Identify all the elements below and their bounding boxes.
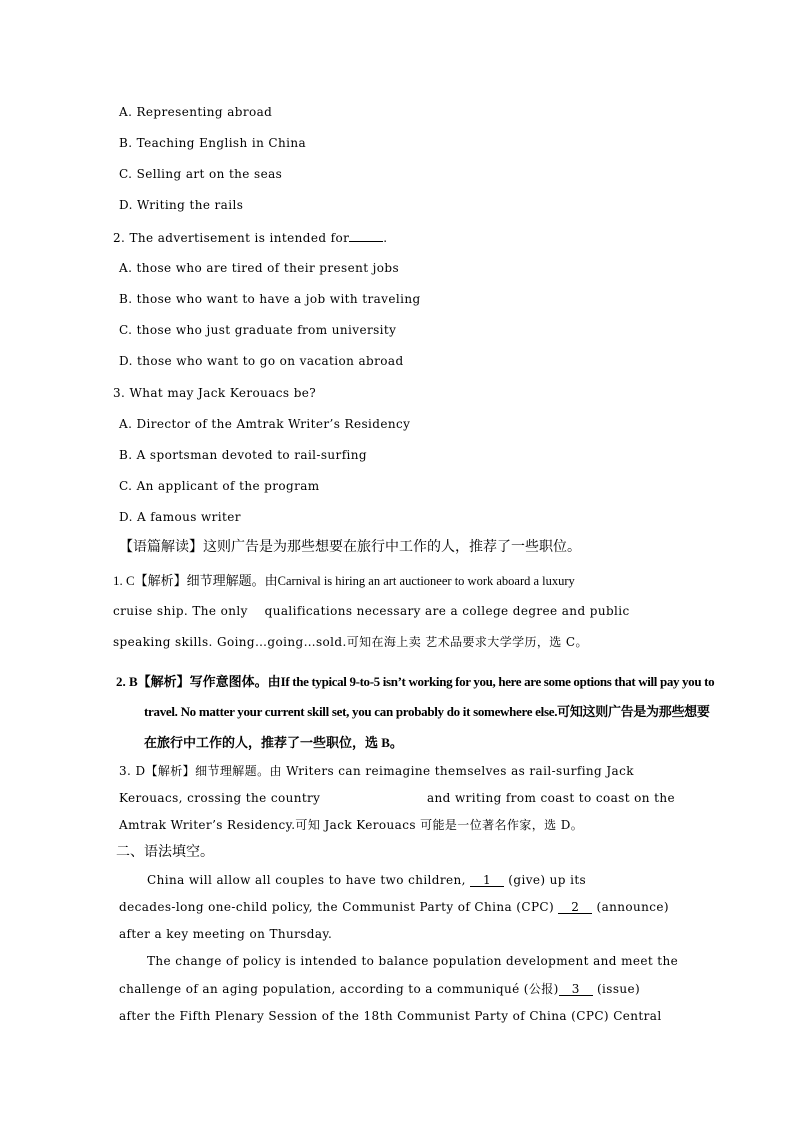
para1-line-1 — [147, 874, 586, 887]
q2-option-a: A. those who are tired of their present jobs — [119, 261, 400, 275]
answer-blank — [349, 231, 383, 242]
q3-option-a: A. Director of the Amtrak Writer’s Residency — [119, 417, 411, 431]
q3-option-c: C. An applicant of the program — [119, 479, 320, 493]
analysis-2-prefix: 2. B【解析】写作意图体。由 — [116, 674, 281, 689]
para1-line-2 — [119, 901, 669, 914]
analysis-2-quote: If the typical 9-to-5 isn’t working for you, here are some options that will pay you to — [280, 674, 715, 689]
para1-line-3: after a key meeting on Thursday. — [119, 927, 333, 941]
analysis-3-line-2b: and writing from coast to coast on the — [427, 791, 675, 805]
analysis-2-line-2: travel. No matter your current skill set, you can probably do it somewhere else.可知这则广告是为那些想要 — [144, 704, 710, 719]
para2-text-2: challenge of an aging population, according to a communiqué (公报) — [119, 982, 559, 996]
blank-3: 3 — [559, 983, 593, 996]
analysis-1-line-2: cruise ship. The only qualifications necessary are a college degree and public — [113, 604, 630, 618]
q2-stem — [113, 231, 387, 244]
analysis-1-prefix: 1. C【解析】细节理解题。由 — [113, 573, 278, 588]
para1-text: China will allow all couples to have two children, — [147, 873, 471, 887]
q1-option-d: D. Writing the rails — [119, 198, 244, 212]
blank-1: 1 — [470, 874, 504, 887]
para1-hint-2: (announce) — [592, 900, 669, 914]
analysis-1-line-3: speaking skills. Going…going…sold.可知在海上卖 艺术品要求大学学历，选 C。 — [113, 635, 588, 649]
q2-stem-text: 2. The advertisement is intended for — [113, 231, 350, 245]
para2-line-3: after the Fifth Plenary Session of the 18th Communist Party of China (CPC) Central — [119, 1009, 662, 1023]
analysis-2-line-3: 在旅行中工作的人，推荐了一些职位，选 B。 — [144, 735, 403, 750]
analysis-3-line-1: 3. D【解析】细节理解题。由 Writers can reimagine themselves as rail-surfing Jack — [119, 764, 634, 778]
analysis-2-line-1 — [116, 674, 714, 690]
para1-text-2: decades-long one-child policy, the Communist Party of China (CPC) — [119, 900, 559, 914]
analysis-3-line-2a: Kerouacs, crossing the country — [119, 791, 321, 805]
para1-hint: (give) up its — [504, 873, 587, 887]
q2-stem-end: . — [383, 231, 388, 245]
analysis-1-line-1 — [113, 573, 575, 589]
q3-option-d: D. A famous writer — [119, 510, 241, 524]
section-title: 二、语法填空。 — [116, 845, 214, 860]
blank-2: 2 — [558, 901, 592, 914]
q2-option-c: C. those who just graduate from university — [119, 323, 397, 337]
q3-stem: 3. What may Jack Kerouacs be? — [113, 386, 317, 400]
para2-line-1: The change of policy is intended to balance population development and meet the — [147, 954, 679, 968]
q3-option-b: B. A sportsman devoted to rail-surfing — [119, 448, 367, 462]
q2-option-b: B. those who want to have a job with traveling — [119, 292, 421, 306]
analysis-3-line-3: Amtrak Writer’s Residency.可知 Jack Kerouacs 可能是一位著名作家，选 D。 — [119, 818, 584, 832]
analysis-1-quote: Carnival is hiring an art auctioneer to work aboard a luxury — [277, 574, 575, 588]
q1-option-c: C. Selling art on the seas — [119, 167, 283, 181]
q2-option-d: D. those who want to go on vacation abroad — [119, 354, 404, 368]
q1-option-a: A. Representing abroad — [119, 105, 273, 119]
passage-interpretation: 【语篇解读】这则广告是为那些想要在旅行中工作的人，推荐了一些职位。 — [119, 540, 581, 555]
para2-hint-2: (issue) — [592, 982, 641, 996]
para2-line-2 — [119, 983, 640, 996]
q1-option-b: B. Teaching English in China — [119, 136, 307, 150]
